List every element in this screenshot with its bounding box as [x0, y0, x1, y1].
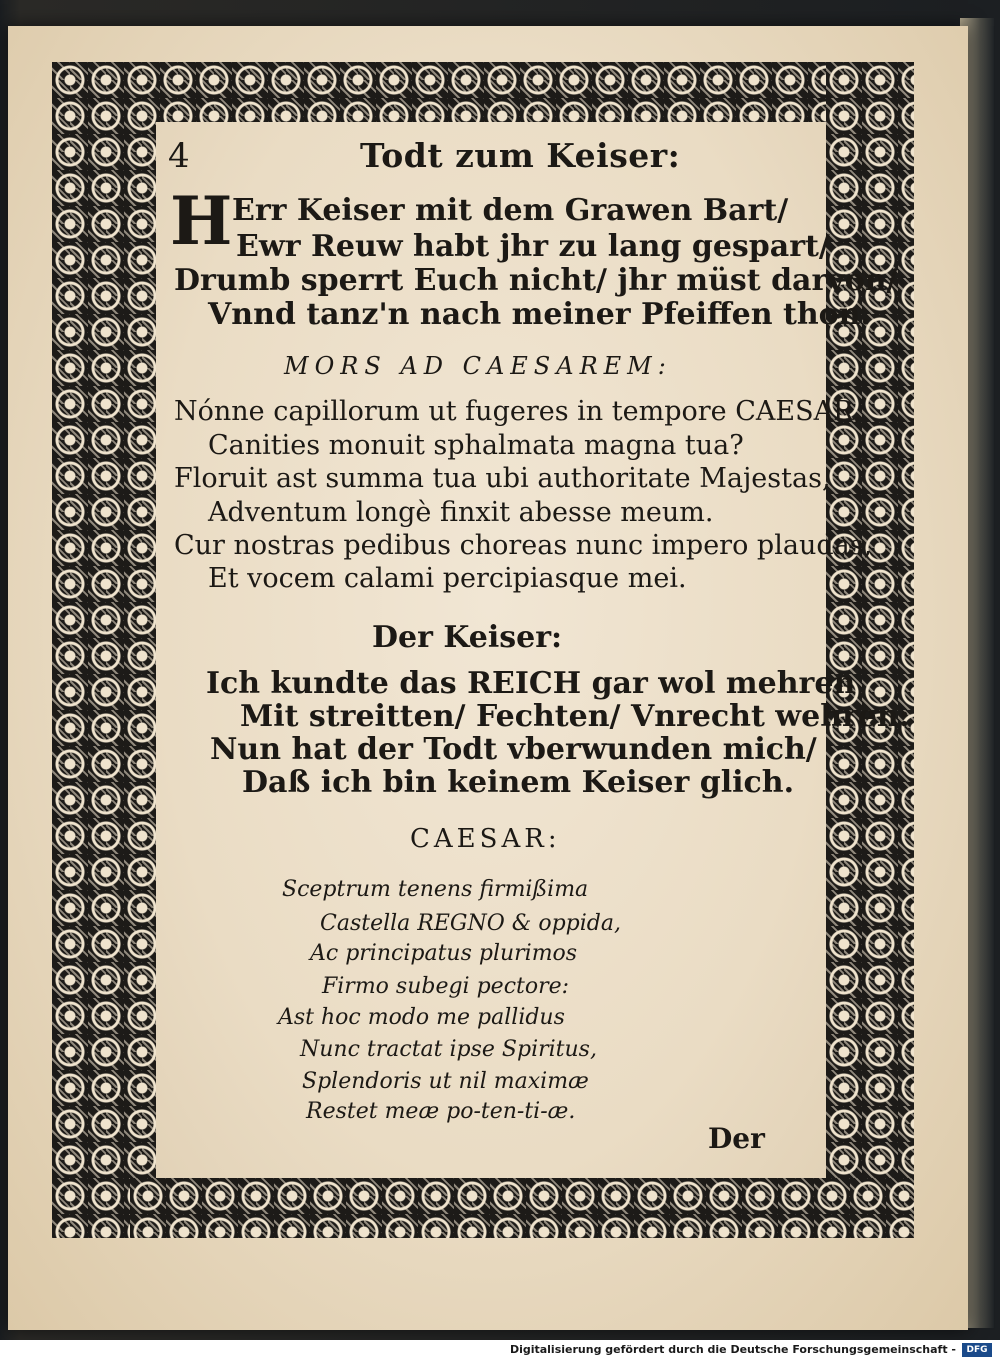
verse-line: Ewr Reuw habt jhr zu lang gespart/ [236, 229, 830, 264]
ornamental-border-right [826, 62, 914, 1182]
section-heading-keiser: Der Keiser: [372, 620, 563, 655]
running-header: Todt zum Keiser: [360, 136, 681, 175]
section-heading-latin: MORS AD CAESAREM: [284, 352, 672, 380]
funding-notice: Digitalisierung gefördert durch die Deutsche Forschungsgemeinschaft - [509, 1343, 956, 1356]
latin-verse-line: Nónne capillorum ut fugeres in tempore CAESAR, [174, 396, 862, 427]
caesar-verse-line: Restet meæ po-ten-ti-æ. [306, 1099, 576, 1124]
caesar-verse-line: Castella REGNO & oppida, [320, 911, 621, 936]
latin-verse-line: Floruit ast summa tua ubi authoritate Majestas, [174, 463, 831, 494]
keiser-verse-line: Daß ich bin keinem Keiser glich. [242, 765, 795, 800]
caesar-verse-line: Nunc tractat ipse Spiritus, [300, 1037, 597, 1062]
latin-verse-line: Et vocem calami percipiasque mei. [208, 563, 687, 594]
keiser-verse-line: Mit streitten/ Fechten/ Vnrecht wehren: [240, 699, 910, 734]
page-number: 4 [168, 136, 190, 176]
latin-verse-line: Cur nostras pedibus choreas nunc impero plaudas, [174, 530, 873, 561]
keiser-verse-line: Nun hat der Todt vberwunden mich/ [210, 732, 817, 767]
section-heading-caesar: CAESAR: [410, 824, 561, 854]
drop-cap: H [170, 182, 233, 260]
verse-line: Vnnd tanz'n nach meiner Pfeiffen thon. [208, 297, 871, 332]
verse-line: Drumb sperrt Euch nicht/ jhr müst darvon/ [174, 263, 898, 298]
keiser-verse-line: Ich kundte das REICH gar wol mehren [206, 666, 856, 701]
verse-line: Err Keiser mit dem Grawen Bart/ [232, 193, 789, 228]
caesar-verse-line: Ast hoc modo me pallidus [278, 1005, 565, 1030]
latin-verse-line: Adventum longè finxit abesse meum. [208, 497, 714, 528]
ornamental-border-top [52, 62, 914, 122]
footer-bar [0, 1340, 1000, 1360]
dfg-logo-icon: DFG [962, 1343, 992, 1357]
latin-verse-line: Canities monuit sphalmata magna tua? [208, 430, 744, 461]
ornamental-border-bottom [130, 1178, 914, 1238]
caesar-verse-line: Splendoris ut nil maximæ [302, 1069, 589, 1094]
caesar-verse-line: Ac principatus plurimos [310, 941, 578, 966]
catchword: Der [708, 1122, 765, 1155]
caesar-verse-line: Sceptrum tenens firmißima [282, 877, 589, 902]
caesar-verse-line: Firmo subegi pectore: [322, 974, 570, 999]
ornamental-border-left [52, 62, 156, 1238]
